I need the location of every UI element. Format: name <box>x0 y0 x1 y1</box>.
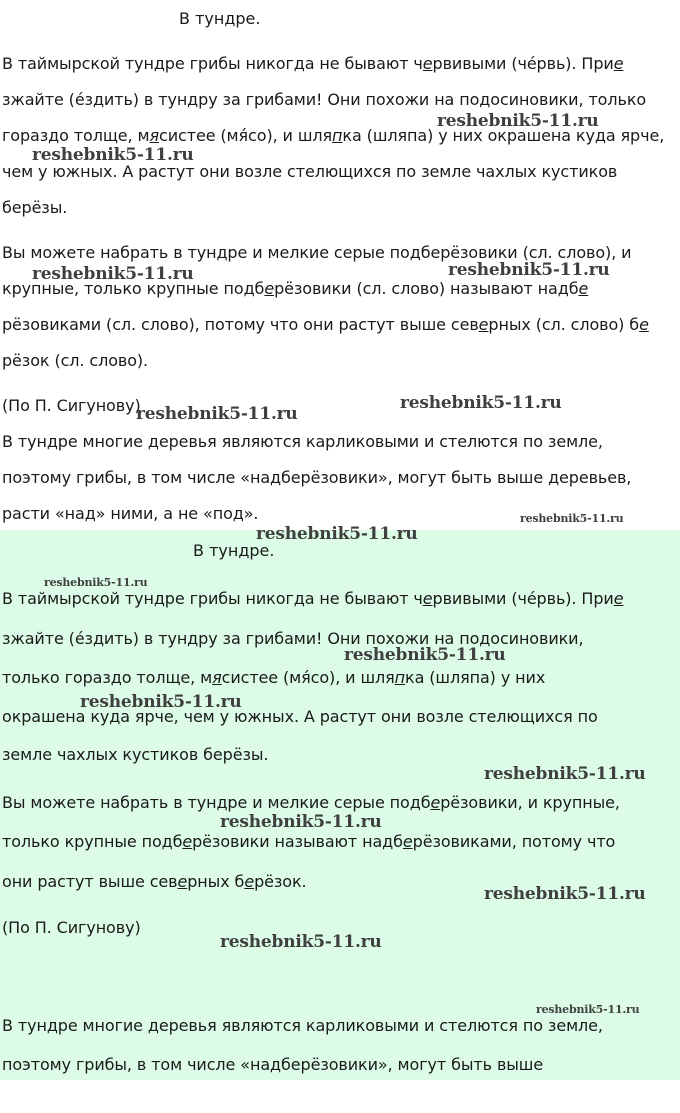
highlighted-letter: е <box>613 54 624 73</box>
highlighted-letter: е <box>402 832 413 851</box>
text-segment: рёзок. <box>254 872 307 891</box>
watermark: reshebnik5-11.ru <box>220 932 382 952</box>
highlighted-letter: я <box>149 126 160 145</box>
text-segment: В таймырской тундре грибы никогда не бывают ч <box>2 54 423 73</box>
watermark: reshebnik5-11.ru <box>32 145 194 165</box>
section-title: В тундре. <box>179 9 261 28</box>
text-line <box>2 162 617 182</box>
highlighted-letter: е <box>244 872 255 891</box>
text-segment: рёзовики (сл. слово) называют надб <box>274 279 579 298</box>
text-segment: В таймырской тундре грибы никогда не бывают ч <box>2 589 423 608</box>
text-segment: рёзовики, и крупные, <box>440 793 620 812</box>
highlighted-letter: е <box>430 793 441 812</box>
highlighted-letter: е <box>422 589 433 608</box>
text-segment: ка (шляпа) у них <box>405 668 546 687</box>
watermark: reshebnik5-11.ru <box>400 393 562 413</box>
text-line <box>2 279 588 299</box>
text-line <box>2 629 583 649</box>
text-line <box>2 832 615 852</box>
highlighted-letter: е <box>177 872 188 891</box>
text-line <box>2 793 620 813</box>
text-line <box>2 1016 603 1036</box>
text-segment: (По П. Сигунову) <box>2 918 141 937</box>
text-segment: систее (мя́со), и шля <box>221 668 395 687</box>
text-line <box>2 745 268 765</box>
text-line <box>2 54 623 74</box>
text-segment: только гораздо толще, м <box>2 668 213 687</box>
text-segment: Вы можете набрать в тундре и мелкие серые подб <box>2 793 431 812</box>
text-line <box>2 396 141 416</box>
text-line <box>2 198 67 218</box>
watermark: reshebnik5-11.ru <box>256 524 418 544</box>
section-title: В тундре. <box>193 541 275 560</box>
text-segment: земле чахлых кустиков берёзы. <box>2 745 269 764</box>
text-segment: рёзовиками (сл. слово), потому что они растут выше сев <box>2 315 479 334</box>
highlighted-letter: е <box>639 315 649 334</box>
watermark: reshebnik5-11.ru <box>484 764 646 784</box>
text-segment: расти «над» ними, а не «под». <box>2 504 259 523</box>
text-line <box>2 468 631 488</box>
text-segment: рёзок (сл. слово). <box>2 351 149 370</box>
watermark: reshebnik5-11.ru <box>520 512 624 525</box>
highlighted-letter: я <box>212 668 222 687</box>
text-segment: рвивыми (чéрвь). При <box>432 54 614 73</box>
watermark: reshebnik5-11.ru <box>344 645 506 665</box>
highlighted-letter: е <box>578 279 589 298</box>
text-segment: зжайте (éздить) в тундру за грибами! Они похожи на подосиновики, <box>2 629 584 648</box>
text-segment: рёзовики называют надб <box>192 832 403 851</box>
watermark: reshebnik5-11.ru <box>448 260 610 280</box>
text-segment: окрашена куда ярче, чем у южных. А растут они возле стелющихся по <box>2 707 598 726</box>
highlighted-letter: е <box>182 832 193 851</box>
text-section-2 <box>0 530 680 1080</box>
text-segment: В тундре многие деревья являются карликовыми и стелются по земле, <box>2 432 603 451</box>
text-segment: Вы можете набрать в тундре и мелкие серые подберёзовики (сл. слово), и <box>2 243 632 262</box>
text-segment: поэтому грибы, в том числе «надберёзовики», могут быть выше <box>2 1055 544 1074</box>
watermark: reshebnik5-11.ru <box>437 111 599 131</box>
text-segment: крупные, только крупные подб <box>2 279 265 298</box>
text-line <box>2 432 603 452</box>
text-segment: они растут выше сев <box>2 872 178 891</box>
text-line <box>2 1055 543 1075</box>
text-segment: только крупные подб <box>2 832 183 851</box>
text-line <box>2 90 646 110</box>
text-segment: чем у южных. А растут они возле стелющихся по земле чахлых кустиков <box>2 162 618 181</box>
highlighted-letter: п <box>394 668 406 687</box>
text-line <box>2 243 631 263</box>
text-line <box>2 707 598 727</box>
text-segment: рвивыми (чéрвь). При <box>432 589 614 608</box>
text-line <box>2 504 258 524</box>
text-line <box>2 872 307 892</box>
text-segment: ка (шляпа) у них окрашена куда ярче, <box>342 126 665 145</box>
highlighted-letter: е <box>422 54 433 73</box>
highlighted-letter: е <box>478 315 489 334</box>
watermark: reshebnik5-11.ru <box>536 1003 640 1016</box>
text-segment: систее (мя́со), и шля <box>159 126 333 145</box>
highlighted-letter: е <box>264 279 275 298</box>
watermark: reshebnik5-11.ru <box>44 576 148 589</box>
text-line <box>2 351 148 371</box>
text-segment: рёзовиками, потому что <box>412 832 616 851</box>
watermark: reshebnik5-11.ru <box>484 884 646 904</box>
text-segment: поэтому грибы, в том числе «надберёзовики», могут быть выше деревьев, <box>2 468 632 487</box>
highlighted-letter: п <box>332 126 343 145</box>
watermark: reshebnik5-11.ru <box>136 404 298 424</box>
watermark: reshebnik5-11.ru <box>32 264 194 284</box>
watermark: reshebnik5-11.ru <box>220 812 382 832</box>
text-segment: (По П. Сигунову) <box>2 396 141 415</box>
text-segment: рных б <box>187 872 245 891</box>
text-section-1 <box>0 0 680 530</box>
highlighted-letter: е <box>613 589 624 608</box>
text-line <box>2 126 664 146</box>
text-line <box>2 668 545 688</box>
text-line <box>2 918 141 938</box>
text-line <box>2 315 649 335</box>
text-segment: зжайте (éздить) в тундру за грибами! Они похожи на подосиновики, только <box>2 90 647 109</box>
watermark: reshebnik5-11.ru <box>80 692 242 712</box>
text-segment: гораздо толще, м <box>2 126 150 145</box>
text-line <box>2 589 623 609</box>
text-segment: В тундре многие деревья являются карликовыми и стелются по земле, <box>2 1016 603 1035</box>
text-segment: рных (сл. слово) б <box>488 315 640 334</box>
text-segment: берёзы. <box>2 198 68 217</box>
